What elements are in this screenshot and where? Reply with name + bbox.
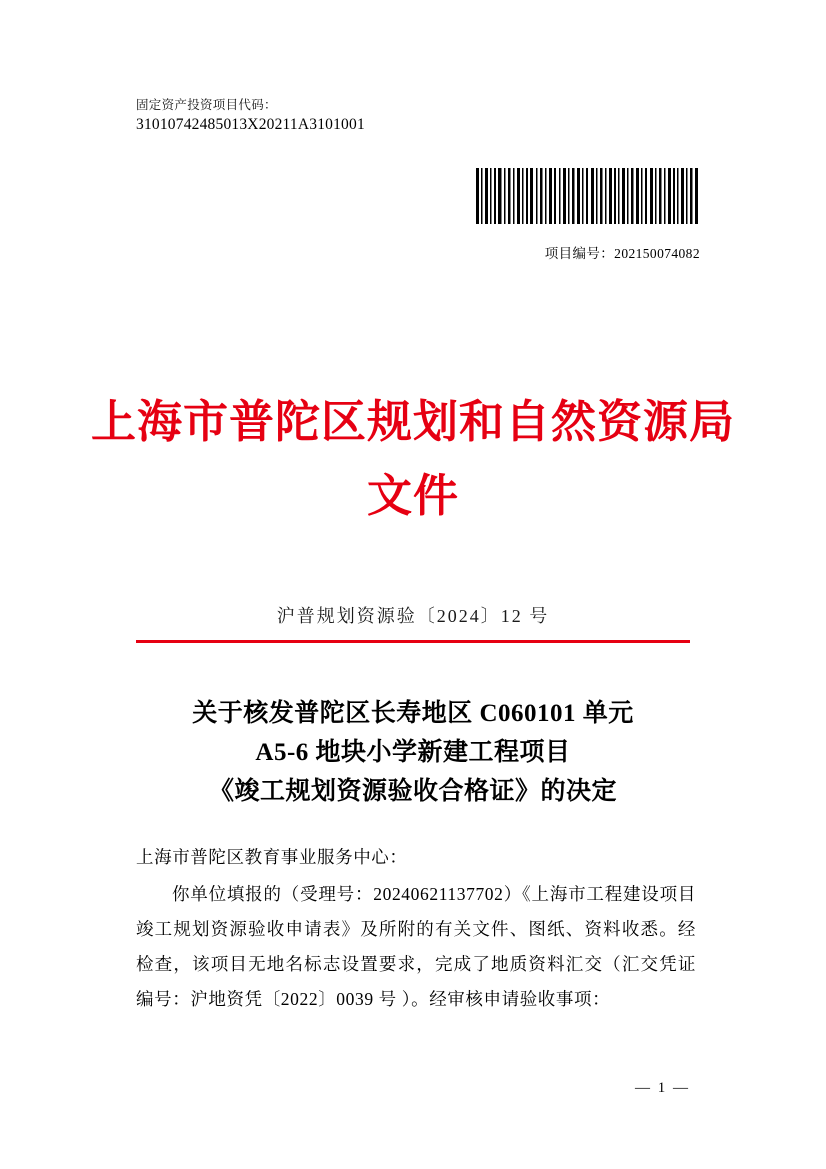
barcode-block xyxy=(476,168,700,262)
body-paragraph-1: 你单位填报的（受理号：20240621137702）《上海市工程建设项目竣工规划资源验收申请表》及所附的有关文件、图纸、资料收悉。经检查，该项目无地名标志设置要求，完成了地质资料汇交（汇交凭证编号：沪地资凭〔2022〕0039 号 ）。经审核申请验收事项： xyxy=(136,884,696,1009)
masthead xyxy=(0,385,826,533)
document-title xyxy=(113,694,713,811)
addressee: 上海市普陀区教育事业服务中心： xyxy=(136,847,408,867)
document-number: 沪普规划资源验〔2024〕12 号 xyxy=(276,606,550,626)
investment-project-code-label: 固定资产投资项目代码： xyxy=(136,98,277,112)
document-body xyxy=(136,840,696,1017)
document-title-line-1: 关于核发普陀区长寿地区 C060101 单元 xyxy=(192,700,634,727)
barcode-icon xyxy=(476,168,700,224)
project-number: 项目编号：202150074082 xyxy=(544,246,700,261)
page-number: — 1 — xyxy=(635,1080,690,1096)
masthead-line-2: 文件 xyxy=(366,471,459,521)
investment-project-code xyxy=(136,96,556,136)
investment-project-code-value: 31010742485013X20211A3101001 xyxy=(136,116,365,133)
red-divider xyxy=(136,640,690,643)
masthead-line-1: 上海市普陀区规划和自然资源局 xyxy=(90,397,735,447)
document-title-line-3: 《竣工规划资源验收合格证》的决定 xyxy=(208,778,617,805)
document-title-line-2: A5-6 地块小学新建工程项目 xyxy=(255,739,571,766)
